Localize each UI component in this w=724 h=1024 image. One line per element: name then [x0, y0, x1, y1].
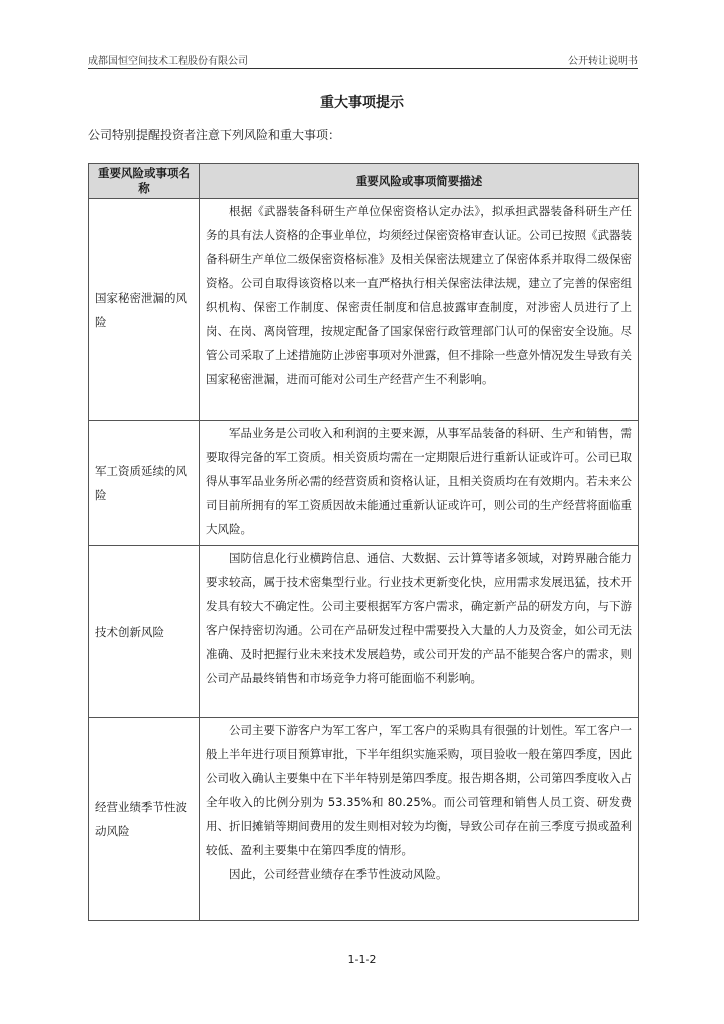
page-number: 1-1-2 [347, 953, 377, 966]
description-paragraph: 因此，公司经营业绩存在季节性波动风险。 [229, 867, 448, 881]
table-header-row [89, 164, 639, 199]
risk-name: 技术创新风险 [89, 546, 200, 718]
page-header [88, 52, 638, 69]
risk-description [200, 546, 639, 718]
table-row [89, 718, 639, 921]
risk-table [88, 163, 639, 921]
column-header-name: 重要风险或事项名称 [89, 164, 200, 199]
description-paragraph: 根据《武器装备科研生产单位保密资格认定办法》，拟承担武器装备科研生产任务的具有法人资格的企事业单位，均须经过保密资格审查认证。公司已按照《武器装备科研生产单位二级保密资格标准》及相关保密法规建立了保密体系并取得二级保密资格。公司自取得该资格以来一直严格执行相关保密法律法规，建立了完善的保密组织机构、保密工作制度、保密责任制度和信息披露审查制度，对涉密人员进行了上岗、在岗、离岗管理，按规定配备了国家保密行政管理部门认可的保密安全设施。尽管公司采取了上述措施防止涉密事项对外泄露，但不排除一些意外情况发生导致有关国家秘密泄漏，进而可能对公司生产经营产生不利影响。 [206, 204, 632, 386]
risk-description [200, 421, 639, 546]
table-row [89, 199, 639, 421]
intro-text: 公司特别提醒投资者注意下列风险和重大事项： [88, 128, 341, 142]
risk-name: 军工资质延续的风险 [89, 421, 200, 546]
column-header-description: 重要风险或事项简要描述 [200, 164, 639, 199]
risk-description [200, 199, 639, 421]
description-paragraph: 公司主要下游客户为军工客户，军工客户的采购具有很强的计划性。军工客户一般上半年进行项目预算审批，下半年组织实施采购，项目验收一般在第四季度，因此公司收入确认主要集中在下半年特别是第四季度。报告期各期，公司第四季度收入占全年收入的比例分别为 53.35%和 80.25%。而公司管理和销售人员工资、研发费用、折旧摊销等期间费用的发生则相对较为均衡，导致公司存在前三季度亏损或盈利较低、盈利主要集中在第四季度的情形。 [206, 723, 632, 857]
header-company-name: 成都国恒空间技术工程股份有限公司 [88, 56, 248, 67]
table-row [89, 546, 639, 718]
risk-description [200, 718, 639, 921]
page-title: 重大事项提示 [320, 95, 404, 111]
header-document-type: 公开转让说明书 [568, 56, 638, 67]
description-paragraph: 军品业务是公司收入和利润的主要来源，从事军品装备的科研、生产和销售，需要取得完备的军工资质。相关资质均需在一定期限后进行重新认证或许可。公司已取得从事军品业务所必需的经营资质和资格认证，且相关资质均在有效期内。若未来公司目前所拥有的军工资质因故未能通过重新认证或许可，则公司的生产经营将面临重大风险。 [206, 426, 632, 536]
description-paragraph: 国防信息化行业横跨信息、通信、大数据、云计算等诸多领域，对跨界融合能力要求较高，属于技术密集型行业。行业技术更新变化快，应用需求发展迅猛，技术开发具有较大不确定性。公司主要根据军方客户需求，确定新产品的研发方向，与下游客户保持密切沟通。公司在产品研发过程中需要投入大量的人力及资金，如公司无法准确、及时把握行业未来技术发展趋势，或公司开发的产品不能契合客户的需求，则公司产品最终销售和市场竞争力将可能面临不利影响。 [206, 551, 632, 685]
table-row [89, 421, 639, 546]
risk-name: 国家秘密泄漏的风险 [89, 199, 200, 421]
risk-name: 经营业绩季节性波动风险 [89, 718, 200, 921]
